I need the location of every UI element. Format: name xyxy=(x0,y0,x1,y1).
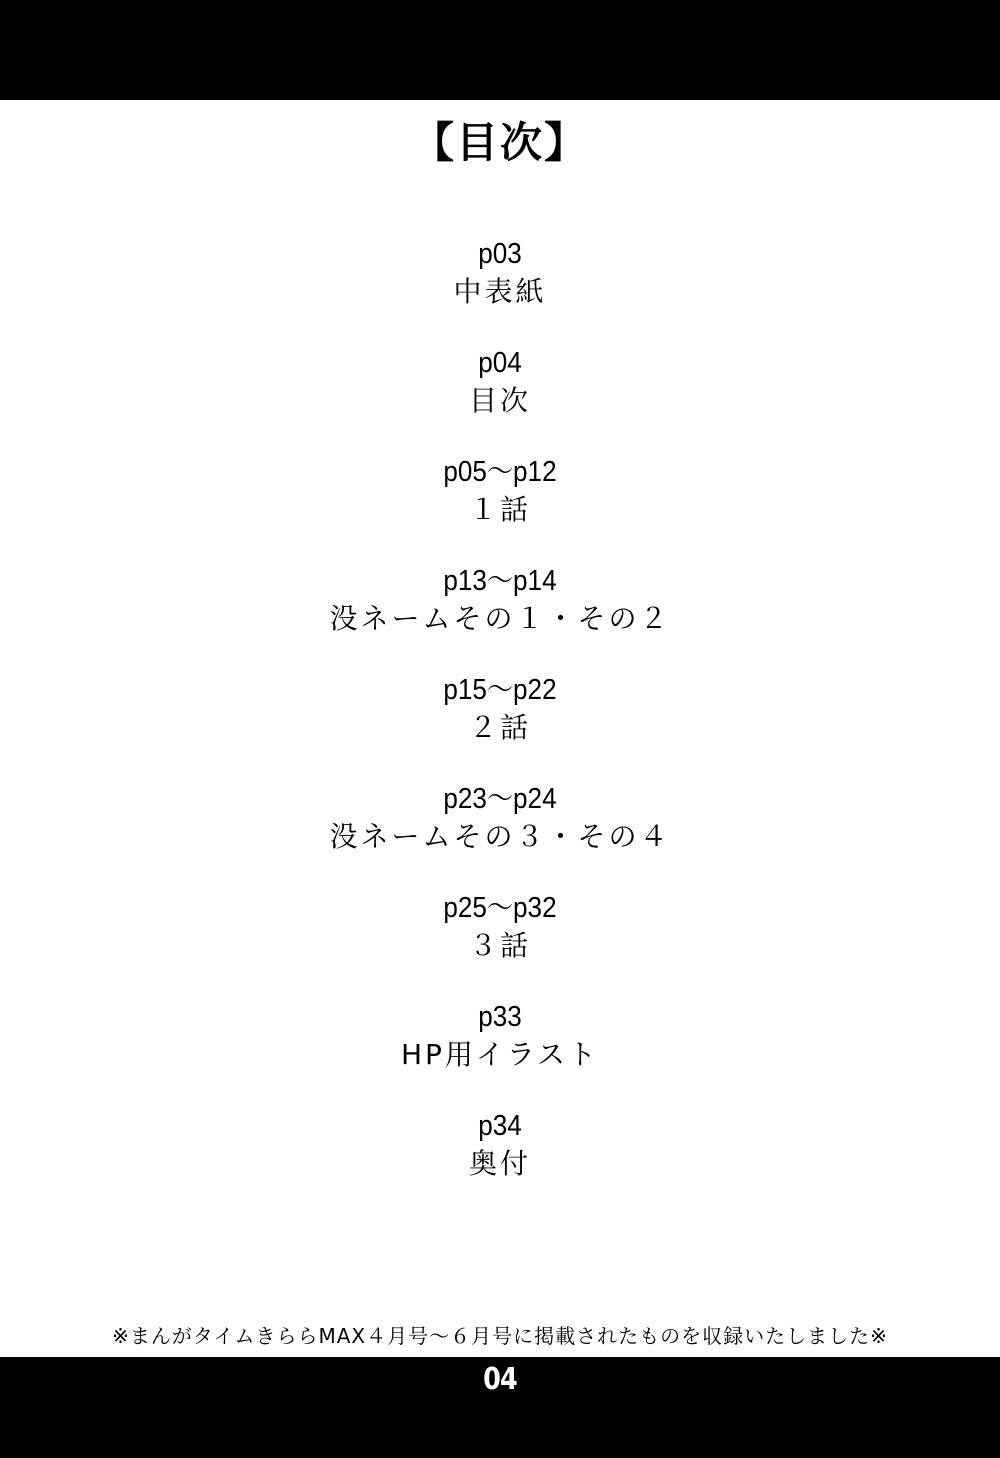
toc-label: 没ネームその３・その４ xyxy=(329,820,671,853)
toc-page-range: p23～p24 xyxy=(443,783,557,815)
footnote: ※まんがタイムきららMAX４月号～６月号に掲載されたものを収録いたしました※ xyxy=(112,1324,888,1348)
toc-label: 奥付 xyxy=(468,1147,531,1180)
toc-entry xyxy=(0,1108,1000,1217)
toc-page-range: p15～p22 xyxy=(443,674,557,706)
toc-page-range: p03 xyxy=(478,238,522,270)
toc-entry xyxy=(0,890,1000,999)
toc-label: 没ネームその１・その２ xyxy=(329,602,671,635)
toc-label: ３話 xyxy=(468,929,531,962)
page-number: 04 xyxy=(483,1362,517,1397)
top-black-band xyxy=(0,0,1000,100)
toc-label: HP用イラスト xyxy=(400,1038,600,1071)
toc-label: 中表紙 xyxy=(453,275,547,308)
toc-page-range: p05～p12 xyxy=(443,456,557,488)
toc-entry xyxy=(0,999,1000,1108)
toc-entry xyxy=(0,781,1000,890)
toc-entry xyxy=(0,563,1000,672)
table-of-contents xyxy=(0,236,1000,1217)
toc-label: １話 xyxy=(468,493,531,526)
toc-page-range: p13～p14 xyxy=(443,565,557,597)
toc-page-range: p33 xyxy=(478,1001,522,1033)
toc-entry xyxy=(0,454,1000,563)
toc-label: ２話 xyxy=(468,711,531,744)
toc-entry xyxy=(0,236,1000,345)
toc-label: 目次 xyxy=(468,384,531,417)
toc-page-range: p25～p32 xyxy=(443,892,557,924)
page-title: 【目次】 xyxy=(411,118,588,167)
toc-entry xyxy=(0,672,1000,781)
toc-entry xyxy=(0,345,1000,454)
toc-page-range: p04 xyxy=(478,347,522,379)
toc-page-range: p34 xyxy=(478,1110,522,1142)
